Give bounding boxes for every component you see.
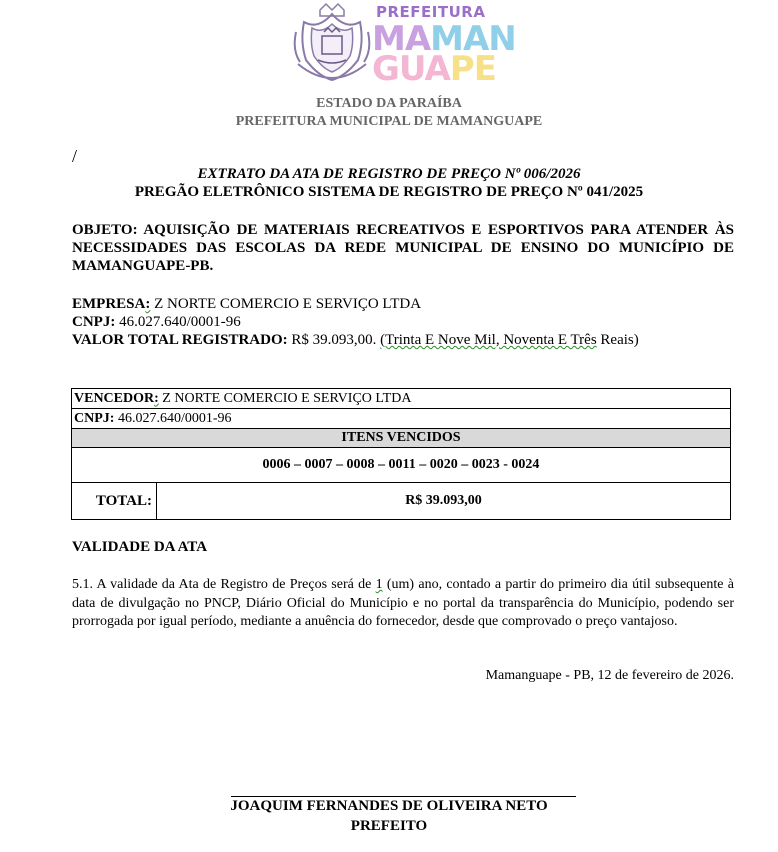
table-cnpj-value: 46.027.640/0001-96 <box>114 410 232 426</box>
validade-paragraph <box>72 576 734 632</box>
empresa-label: EMPRESA <box>72 296 146 312</box>
cnpj-label: CNPJ: <box>72 314 116 330</box>
objeto-paragraph: OBJETO: AQUISIÇÃO DE MATERIAIS RECREATIVOS E ESPORTIVOS PARA ATENDER ÀS NECESSIDADES DAS ESCOLAS DA REDE MUNICIPAL DE ENSINO DO MUNICÍPIO DE MAMANGUAPE-PB. <box>72 222 734 274</box>
table-cnpj-cell <box>72 409 731 429</box>
total-value: R$ 39.093,00 <box>157 483 731 520</box>
document-subtitle: PREGÃO ELETRÔNICO SISTEMA DE REGISTRO DE PREÇO Nº 041/2025 <box>134 184 644 200</box>
signature-line <box>231 796 576 797</box>
signatory-role: PREFEITO <box>350 818 428 834</box>
valor-line <box>72 331 734 349</box>
table-cnpj-label: CNPJ: <box>74 410 115 426</box>
cnpj-line <box>72 313 734 331</box>
table-cnpj-row <box>72 409 731 429</box>
coat-of-arms-icon <box>292 2 372 86</box>
prefeitura-logo <box>292 2 516 89</box>
vencedor-cell <box>72 389 731 409</box>
valor-extenso-end: Reais) <box>596 332 639 348</box>
date-line: Mamanguape - PB, 12 de fevereiro de 2026. <box>485 668 734 683</box>
vencedor-table <box>71 388 731 520</box>
stray-mark: / <box>72 146 78 166</box>
vencedor-row <box>72 389 731 409</box>
valor-value: R$ 39.093,00. <box>287 332 381 348</box>
empresa-section <box>72 295 734 349</box>
validade-title: VALIDADE DA ATA <box>72 539 208 555</box>
vencedor-colon: : <box>154 390 159 406</box>
itens-header-row <box>72 429 731 448</box>
empresa-colon: : <box>145 296 151 312</box>
validade-text-b: (um) ano, contado a partir do primeiro dia útil subsequente à data de divulgação no PNCP, Diário Oficial do Município e no portal da transparência do Município, podendo ser prorrogada por igual período, mediante a anuência do fornecedor, desde que comprovado o preço vantajoso. <box>72 577 734 629</box>
valor-extenso: (Trinta E Nove Mil, Noventa E Três <box>380 332 597 348</box>
itens-list: 0006 – 0007 – 0008 – 0011 – 0020 – 0023 - 0024 <box>72 448 731 483</box>
vencedor-value: Z NORTE COMERCIO E SERVIÇO LTDA <box>158 390 412 406</box>
valor-label: VALOR TOTAL REGISTRADO: <box>72 332 288 348</box>
logo-line-1: MAMAN <box>372 19 516 59</box>
cnpj-value: 46.027.640/0001-96 <box>115 314 241 330</box>
itens-header: ITENS VENCIDOS <box>72 429 731 448</box>
signatory-name: JOAQUIM FERNANDES DE OLIVEIRA NETO <box>230 798 548 814</box>
logo-prefeitura-text: PREFEITURA <box>376 3 486 21</box>
validade-years: 1 <box>375 577 383 592</box>
validade-text-a: 5.1. A validade da Ata de Registro de Preços será de <box>72 577 376 592</box>
municipality-heading: PREFEITURA MUNICIPAL DE MAMANGUAPE <box>235 114 543 129</box>
itens-row <box>72 448 731 483</box>
empresa-line <box>72 295 734 313</box>
empresa-value: Z NORTE COMERCIO E SERVIÇO LTDA <box>150 296 422 312</box>
state-heading: ESTADO DA PARAÍBA <box>316 96 462 111</box>
total-row <box>72 483 731 520</box>
vencedor-label: VENCEDOR <box>74 390 155 406</box>
total-label: TOTAL: <box>72 483 157 520</box>
document-title: EXTRATO DA ATA DE REGISTRO DE PREÇO Nº 006/2026 <box>197 166 581 182</box>
logo-line-2: GUAPE <box>372 49 496 89</box>
